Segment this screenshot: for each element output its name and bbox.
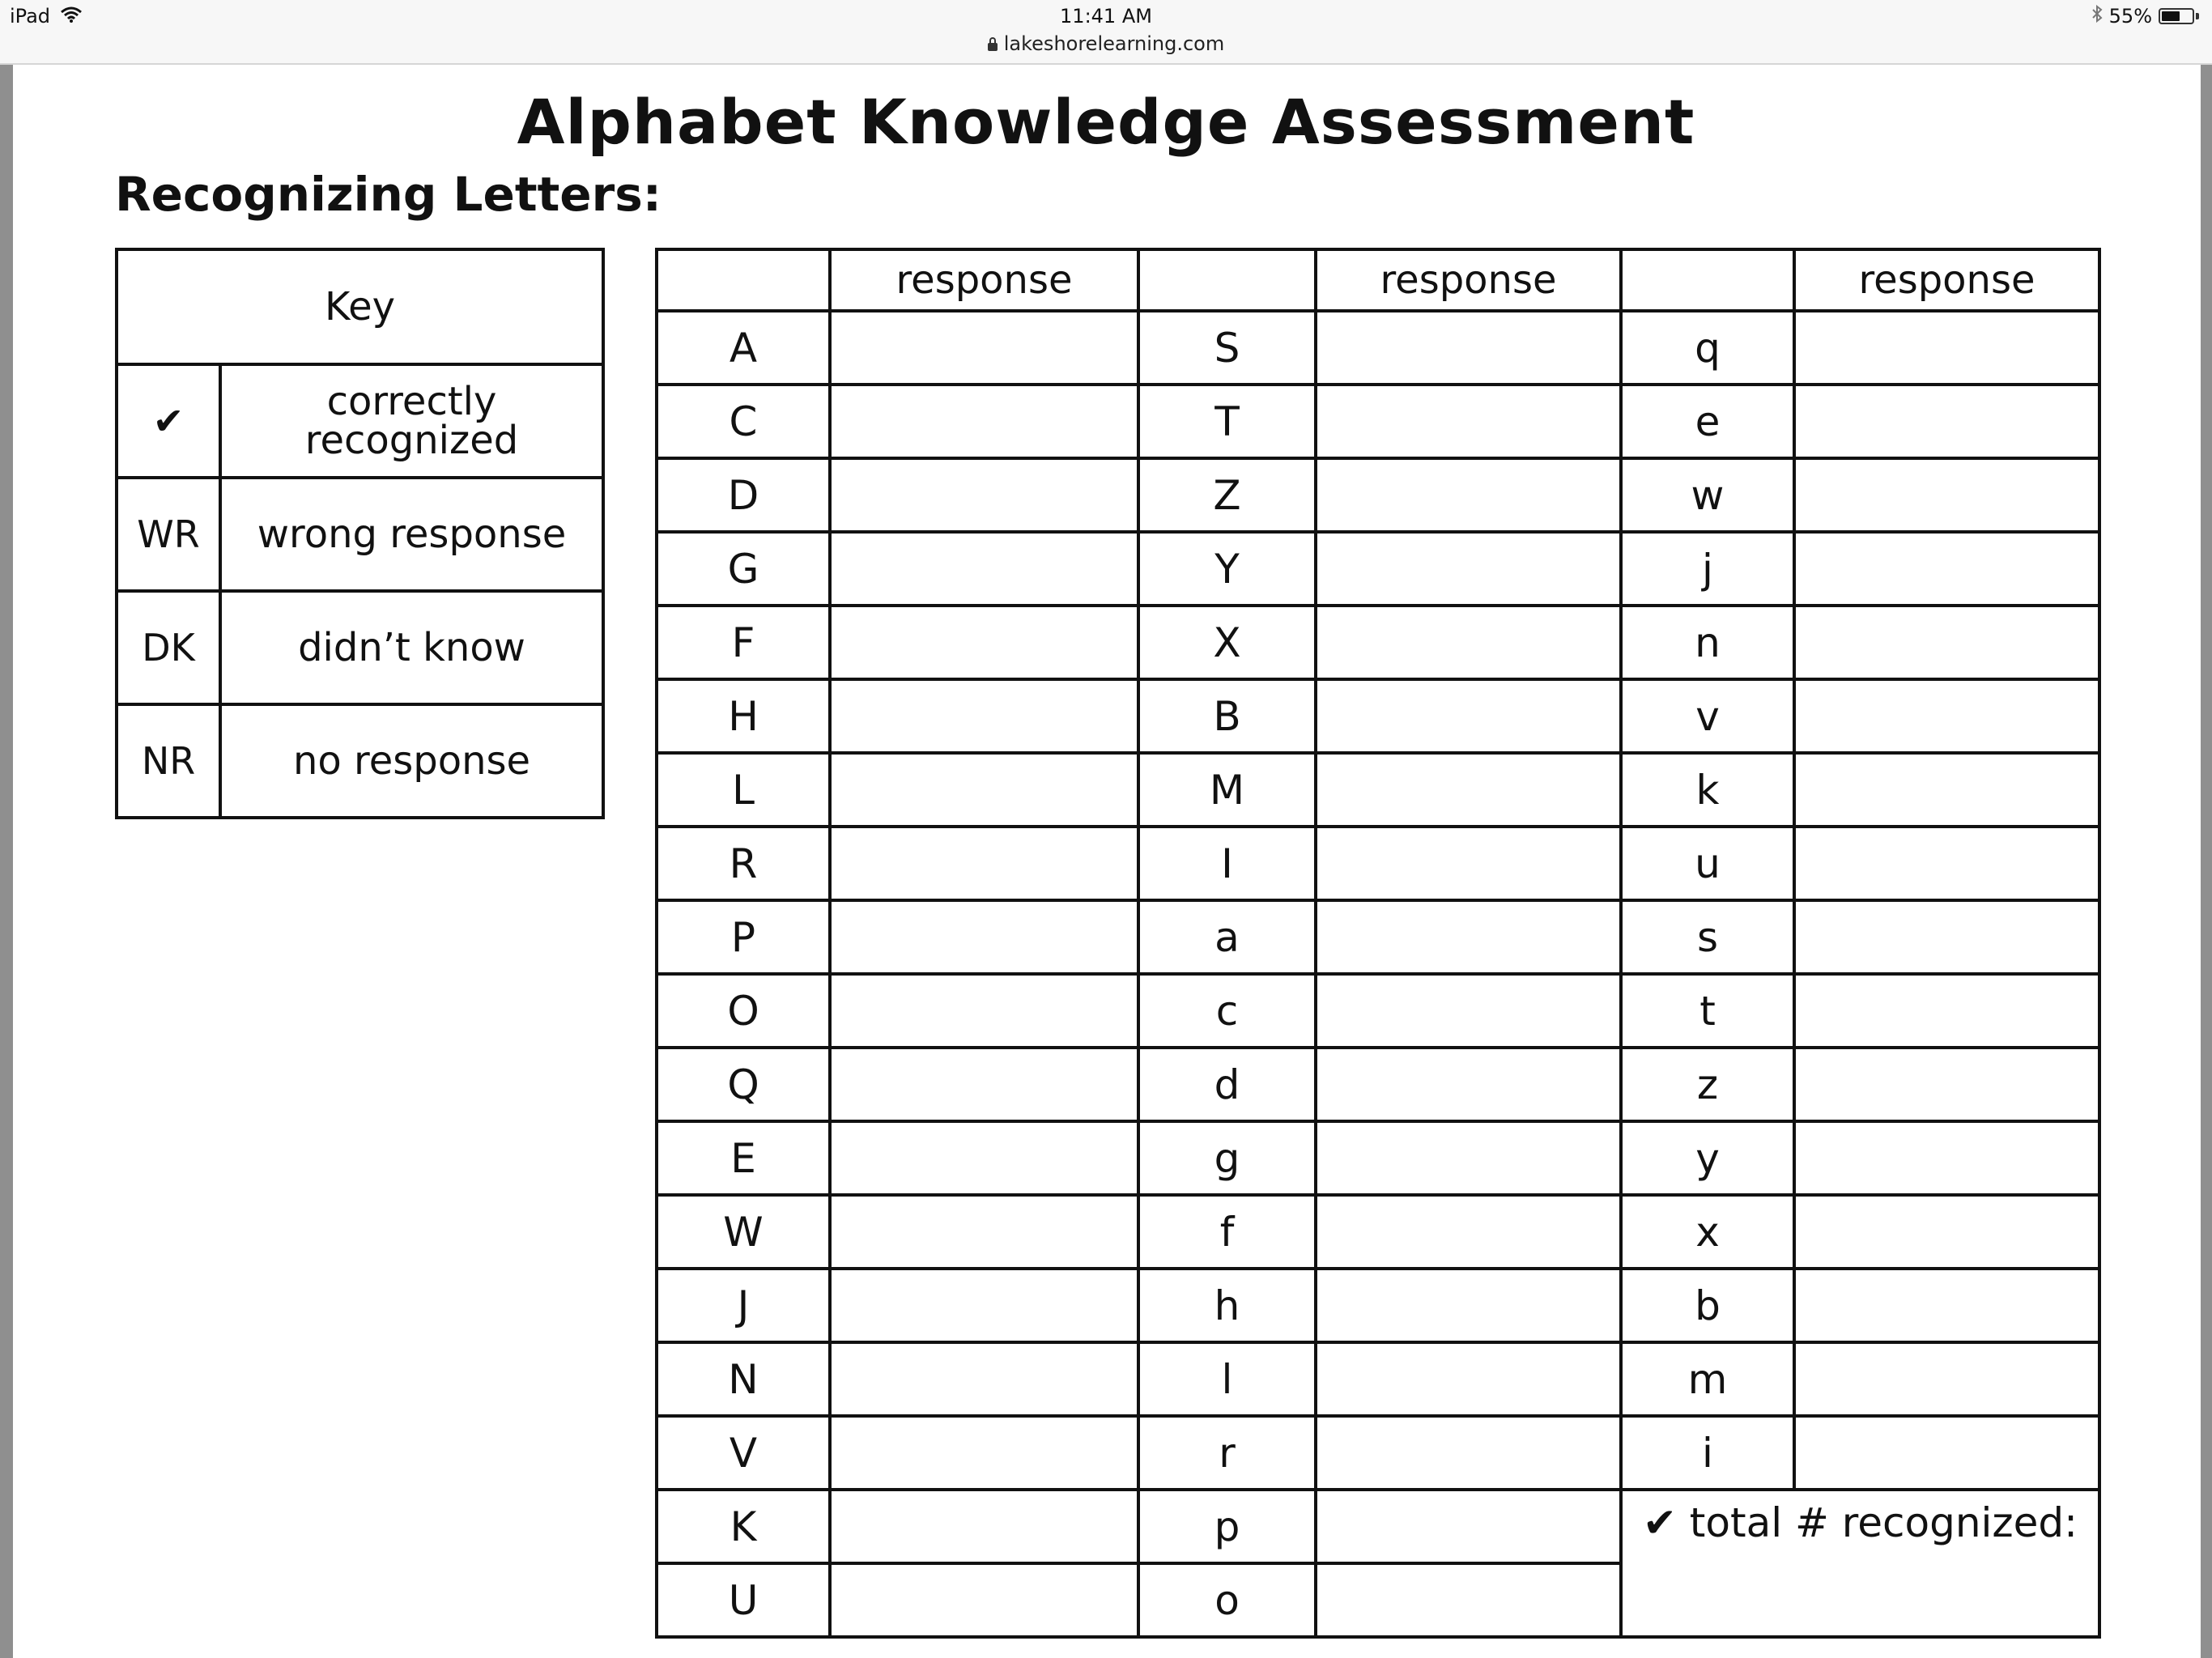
table-row [657,900,2099,974]
response-cell[interactable] [1316,532,1621,606]
response-cell[interactable] [1316,1121,1621,1195]
response-cell[interactable] [830,606,1138,679]
response-cell[interactable] [1316,1048,1621,1121]
letter-cell: Z [1138,458,1316,532]
key-symbol: DK [117,591,220,704]
key-meaning: correctly recognized [220,364,603,478]
status-bar [0,0,2212,65]
letter-cell: F [657,606,830,679]
response-cell[interactable] [830,1195,1138,1269]
response-cell[interactable] [1794,311,2099,385]
letter-cell: d [1138,1048,1316,1121]
table-row [657,532,2099,606]
response-cell[interactable] [1794,679,2099,753]
table-row [657,1195,2099,1269]
response-cell[interactable] [830,1269,1138,1342]
letter-cell: o [1138,1563,1316,1637]
key-table [115,248,605,819]
response-cell[interactable] [1794,753,2099,827]
letter-cell: q [1621,311,1794,385]
letter-cell: H [657,679,830,753]
letter-cell: m [1621,1342,1794,1416]
response-cell[interactable] [1794,1342,2099,1416]
device-label: iPad [10,5,51,28]
letter-cell: i [1621,1416,1794,1490]
response-cell[interactable] [830,385,1138,458]
response-cell[interactable] [1316,606,1621,679]
response-cell[interactable] [1316,679,1621,753]
response-cell[interactable] [1316,311,1621,385]
response-cell[interactable] [830,679,1138,753]
response-cell[interactable] [830,458,1138,532]
letter-cell: C [657,385,830,458]
letter-cell: e [1621,385,1794,458]
letter-cell: V [657,1416,830,1490]
letter-cell: Y [1138,532,1316,606]
letter-cell: D [657,458,830,532]
response-cell[interactable] [1794,1416,2099,1490]
table-row [657,606,2099,679]
letter-cell: W [657,1195,830,1269]
response-cell[interactable] [830,1416,1138,1490]
table-row [657,1121,2099,1195]
letter-cell: u [1621,827,1794,900]
lock-icon [988,43,998,51]
letter-cell: Q [657,1048,830,1121]
response-header: response [1794,249,2099,311]
response-cell[interactable] [1316,1342,1621,1416]
letter-cell: f [1138,1195,1316,1269]
letter-cell: l [1138,1342,1316,1416]
response-cell[interactable] [830,900,1138,974]
page-edge-left [0,65,13,1658]
response-cell[interactable] [1794,606,2099,679]
response-cell[interactable] [1316,974,1621,1048]
table-row [657,1490,2099,1563]
response-cell[interactable] [1794,1269,2099,1342]
checkmark-icon: ✔ [117,364,220,478]
table-row [657,827,2099,900]
letters-table [655,248,2101,1639]
response-cell[interactable] [830,974,1138,1048]
table-row [657,1342,2099,1416]
key-row [117,591,603,704]
response-cell[interactable] [1316,1195,1621,1269]
response-cell[interactable] [1316,827,1621,900]
table-row [657,753,2099,827]
response-cell[interactable] [1794,458,2099,532]
table-row [657,974,2099,1048]
header-row [657,249,2099,311]
table-row [657,458,2099,532]
response-cell[interactable] [830,827,1138,900]
response-cell[interactable] [1794,1048,2099,1121]
letter-cell: h [1138,1269,1316,1342]
battery-icon [2159,8,2194,24]
table-row [657,1416,2099,1490]
letter-cell: X [1138,606,1316,679]
section-heading: Recognizing Letters: [115,167,661,222]
letter-cell: s [1621,900,1794,974]
bluetooth-icon [2091,5,2103,28]
response-header: response [1316,249,1621,311]
letter-cell: y [1621,1121,1794,1195]
letter-cell: T [1138,385,1316,458]
letter-cell: R [657,827,830,900]
page-title: Alphabet Knowledge Assessment [517,86,1695,158]
letter-cell: G [657,532,830,606]
letter-cell: K [657,1490,830,1563]
response-cell[interactable] [1316,458,1621,532]
letter-cell: t [1621,974,1794,1048]
letter-header [1138,249,1316,311]
key-row [117,364,603,478]
letter-cell: E [657,1121,830,1195]
letter-cell: c [1138,974,1316,1048]
letter-cell: b [1621,1269,1794,1342]
letter-cell: k [1621,753,1794,827]
letter-cell: O [657,974,830,1048]
letter-cell: n [1621,606,1794,679]
response-cell[interactable] [1794,1195,2099,1269]
response-cell[interactable] [830,753,1138,827]
url-text: lakeshorelearning.com [1003,32,1225,55]
response-cell[interactable] [1794,385,2099,458]
url-bar[interactable] [0,32,2212,55]
letter-cell: g [1138,1121,1316,1195]
response-cell[interactable] [830,1490,1138,1563]
key-row [117,704,603,818]
key-meaning: wrong response [220,478,603,591]
key-symbol: WR [117,478,220,591]
response-cell[interactable] [1316,1416,1621,1490]
response-cell[interactable] [1316,1490,1621,1563]
battery-tip [2196,13,2199,19]
letter-cell: v [1621,679,1794,753]
letter-cell: p [1138,1490,1316,1563]
total-recognized-cell[interactable]: ✔ total # recognized: [1621,1490,2099,1637]
key-meaning: no response [220,704,603,818]
response-cell[interactable] [830,311,1138,385]
page-edge-right [2201,65,2212,1658]
table-row [657,679,2099,753]
letter-cell: I [1138,827,1316,900]
response-cell[interactable] [830,1342,1138,1416]
status-right [2091,5,2199,28]
letter-cell: a [1138,900,1316,974]
letter-cell: w [1621,458,1794,532]
key-row [117,478,603,591]
response-cell[interactable] [1794,827,2099,900]
table-row [657,385,2099,458]
response-cell[interactable] [1316,1269,1621,1342]
letter-cell: J [657,1269,830,1342]
response-cell[interactable] [1794,900,2099,974]
response-header: response [830,249,1138,311]
table-row [657,1048,2099,1121]
letter-cell: N [657,1342,830,1416]
key-meaning: didn’t know [220,591,603,704]
response-cell[interactable] [1794,1121,2099,1195]
letter-cell: U [657,1563,830,1637]
table-row [657,311,2099,385]
letter-header [657,249,830,311]
letter-cell: M [1138,753,1316,827]
response-cell[interactable] [830,532,1138,606]
response-cell[interactable] [1316,900,1621,974]
table-row [657,1269,2099,1342]
letter-cell: S [1138,311,1316,385]
key-header: Key [117,249,603,364]
response-cell[interactable] [1316,385,1621,458]
response-cell[interactable] [1794,974,2099,1048]
letter-cell: P [657,900,830,974]
letter-cell: z [1621,1048,1794,1121]
letter-cell: B [1138,679,1316,753]
letter-header [1621,249,1794,311]
response-cell[interactable] [1794,532,2099,606]
response-cell[interactable] [830,1563,1138,1637]
response-cell[interactable] [830,1121,1138,1195]
clock: 11:41 AM [1060,5,1152,28]
letter-cell: L [657,753,830,827]
response-cell[interactable] [1316,1563,1621,1637]
letters-body [657,311,2099,1637]
letter-cell: r [1138,1416,1316,1490]
response-cell[interactable] [830,1048,1138,1121]
letter-cell: x [1621,1195,1794,1269]
letter-cell: j [1621,532,1794,606]
response-cell[interactable] [1316,753,1621,827]
key-symbol: NR [117,704,220,818]
battery-percent: 55% [2108,5,2152,28]
letter-cell: A [657,311,830,385]
